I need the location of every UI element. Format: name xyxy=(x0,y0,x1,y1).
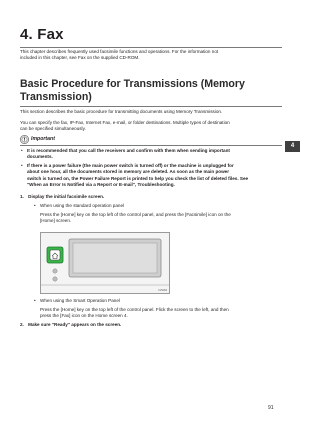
important-rule xyxy=(20,145,282,146)
bullet-line: • If there is a power failure (the main power switch is turned off) or the machine is unplugged for xyxy=(27,163,234,168)
chapter-title: 4. Fax xyxy=(20,26,64,43)
section-title xyxy=(20,78,282,103)
step-number: 2. xyxy=(20,322,24,327)
sub-line: press the [Fax] icon on the Home screen 4. xyxy=(40,313,128,319)
step-1-sub-text-1 xyxy=(40,212,282,225)
paragraph-line: You can specify the fax, IP-Fax, Internet Fax, e-mail, or folder destinations. Multiple types of destination xyxy=(20,120,230,125)
step-1-sub-bullet-2: • When using the Smart Operation Panel xyxy=(40,298,282,304)
important-badge xyxy=(20,135,64,144)
sub-line: Press the [Home] key on the top left of the control panel, and press the [Facsimile] icon on the xyxy=(40,212,231,217)
figure-code: CVS004 xyxy=(158,289,167,292)
step-1-sub-text-2 xyxy=(40,307,282,320)
bullet-line: documents. xyxy=(27,154,53,160)
paragraph-line: can be specified simultaneously. xyxy=(20,126,86,132)
important-icon xyxy=(20,135,29,144)
step-2 xyxy=(20,322,282,328)
bullet-line: • It is recommended that you call the receivers and confirm with them when sending important xyxy=(27,148,230,153)
intro-line: This chapter describes frequently used facsimile functions and operations. For the information not xyxy=(20,49,219,54)
chapter-rule xyxy=(20,47,282,48)
bullet-line: switch is turned on, the Power Failure Report is printed to help you check the list of deleted files. See xyxy=(27,175,249,181)
step-1-sub-bullet-1: • When using the standard operation panel xyxy=(40,203,282,209)
step-text: Make sure "Ready" appears on the screen. xyxy=(28,322,122,327)
chapter-side-tab: 4 xyxy=(285,141,300,152)
intro-line: included in this chapter, see Fax on the supplied CD-ROM. xyxy=(20,55,140,61)
bullet-line: "When an Error Is Notified via a Report or E-mail", Troubleshooting. xyxy=(27,181,175,187)
control-panel-illustration xyxy=(41,233,169,293)
section-rule xyxy=(20,106,282,107)
control-panel-figure xyxy=(40,232,170,294)
page-number: 91 xyxy=(268,405,274,411)
sub-line: Press the [Home] key on the top left of the control panel. Flick the screen to the left, and then xyxy=(40,307,229,312)
section-paragraph-1: This section describes the basic procedure for transmitting documents using Memory Transmission. xyxy=(20,109,223,114)
step-number: 1. xyxy=(20,194,24,199)
sub-line: [Home] screen. xyxy=(40,218,72,224)
important-bullet-2 xyxy=(27,163,282,188)
important-bullet-1 xyxy=(27,148,282,161)
important-label: Important xyxy=(31,136,55,142)
section-title-line: Basic Procedure for Transmissions (Memory xyxy=(20,78,245,90)
section-title-line: Transmission) xyxy=(20,90,92,103)
step-text: Display the initial facsimile screen. xyxy=(28,194,105,199)
section-paragraph-2 xyxy=(20,120,282,133)
step-1 xyxy=(20,194,282,200)
bullet-line: about one hour, all the documents stored in memory are deleted. As soon as the main power xyxy=(27,169,229,175)
chapter-intro xyxy=(20,49,282,62)
